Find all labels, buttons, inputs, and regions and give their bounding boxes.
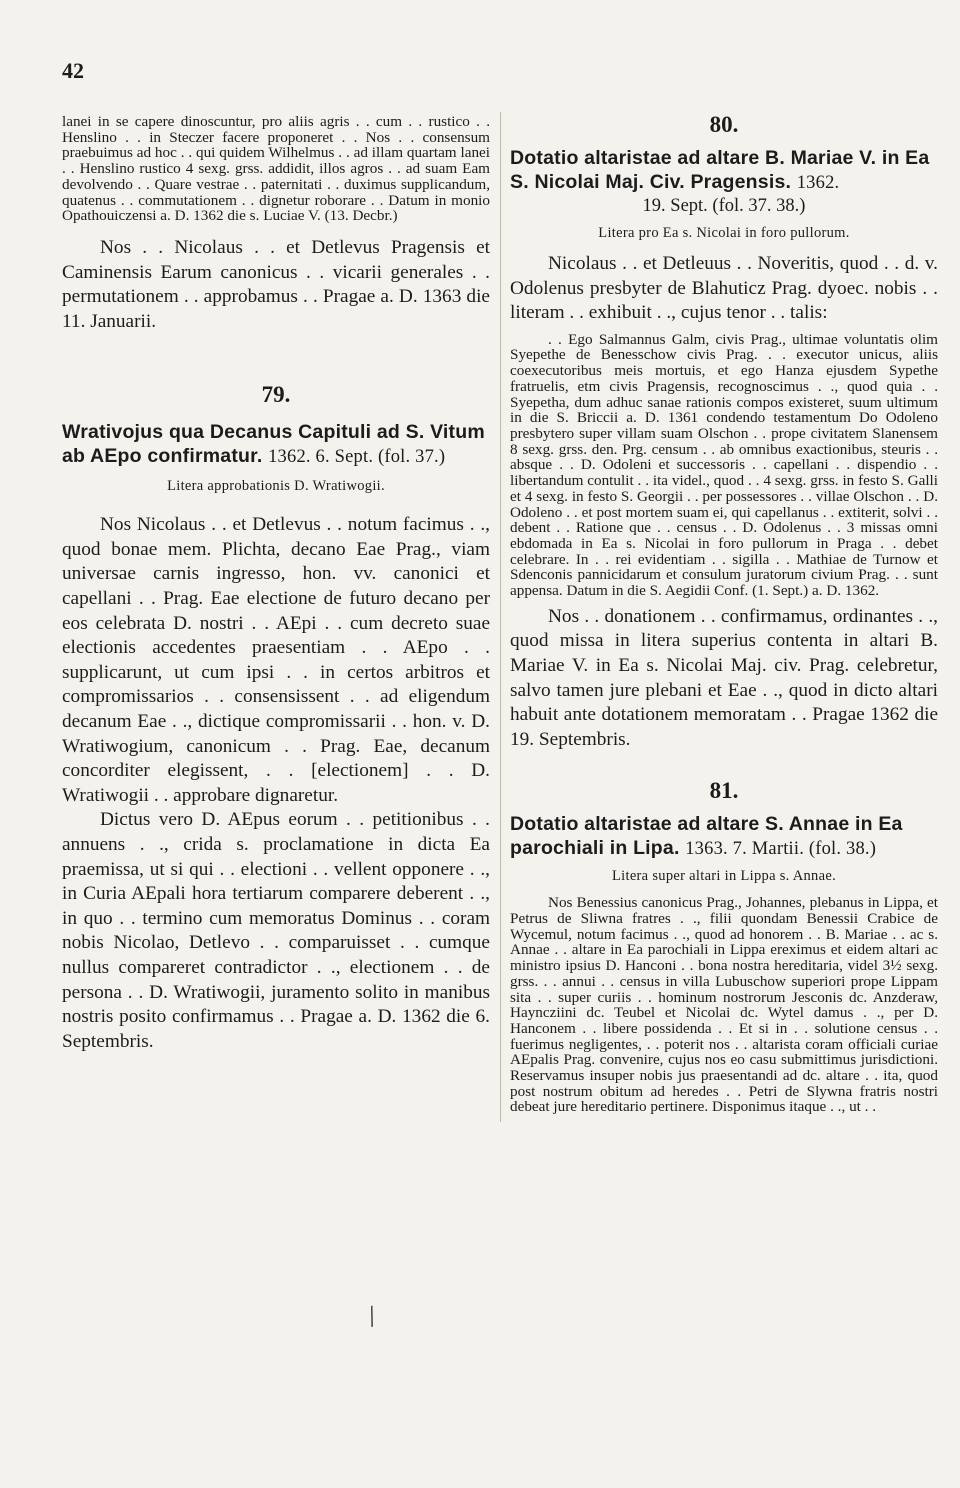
caption-81: Litera super altari in Lippa s. Annae. (612, 868, 836, 885)
caption-79: Litera approbationis D. Wratiwogii. (167, 478, 385, 495)
pen-mark: / (362, 1299, 382, 1334)
paragraph-80-2: Nos . . donationem . . confirmamus, ordinantes . ., quod missa in litera superius contenta in altari B. Mariae V. in Ea s. Nicolai Maj. civ. Prag. celebretur, salvo tamen jure plebani et Eae . ., quod in dicto altari habuit ante dotationem memoratam . . Pragae 1362 die 19. Septembris. (510, 605, 938, 750)
quoted-text-80: . . Ego Salmannus Galm, civis Prag., ultimae voluntatis olim Syepethe de Benesschow civis Prag. . . executor unicus, aliis coexecutoribus meis mortuis, et ego Hanza ejusdem Sypethe fratruelis, etm civis Pragensis, recognoscimus . ., quod quia . . Syepetha, dum adhuc sanae rationis compos existeret, suum ultimum in die S. Briccii a. D. 1361 condendo testamentum Do Odoleno presbytero super villam suam Olschon . . prope civitatem Slanensem 8 sexg. grss. den. Prg. censum . . ab omnibus exactionibus, steuris . . absque . . D. Odoleni et successoris . . capellani . . dispendio . . libertandum contulit . . ita videl., quod . . 4 sexg. grss. in festo S. Galli et 4 sexg. in festo S. Georgii . . per possessores . . villae Olschon . . D. Odoleno . . et post mortem suam ei, qui capellanus . . extiterit, solvi . . debent . . Ratione que . . census . . D. Odolenus . . 3 missas omni ebdomada in Ea s. Nicolai in foro pullorum in Praga . . debet celebrare. In . . rei evidentiam . . sigilla . . Mathiae de Turnow et Sdenconis pannicidarum et consulum juratorum civium Prag. . . sunt appensa. Datum in die S. Aegidii Conf. (1. Sept.) a. D. 1362. (510, 330, 938, 600)
document-number-80: 80. (709, 112, 739, 137)
date-line-80: 19. Sept. (fol. 37. 38.) (642, 196, 806, 216)
document-heading-80 (510, 146, 938, 195)
document-heading-81 (510, 812, 938, 861)
document-heading-79 (62, 420, 490, 469)
paragraph-79-1: Nos Nicolaus . . et Detlevus . . notum facimus . ., quod bonae mem. Plichta, decano Eae Prag., viam universae carnis ingresso, hon. vv. canonici et capellani . . Prag. Eae electione de futuro decano per eos celebrata D. nostri . . AEpi . . cum decreto suae electionis accedentes praesentiam . . AEpo . . supplicarunt, ut cum ipsi . . in certos arbitros et compromissarios . . consensissent . . ad eligendum decanum Eae . ., dictique compromissarii . . hon. v. D. Wratiwogium, canonicum . . Prag. Eae, decanum concorditer elegissent, . . [electionem] . . D. Wratiwogii . . approbare dignaretur. (62, 514, 490, 806)
caption-80: Litera pro Ea s. Nicolai in foro pullorum. (598, 225, 850, 241)
paragraph-81-1: Nos Benessius canonicus Prag., Johannes, plebanus in Lippa, et Petrus de Sliwna fratres . ., filii quondam Benessii Crabice de Wycemul, notum facimus . ., quod ad honorem . . B. Mariae . . ac s. Annae . . altare in Ea parochiali in Lippa ereximus et eidem altari ac ministro ipsius D. Hanconi . . bona nostra hereditaria, videl 3½ sexg. grss. . . annui . . census in villa Lubuschow superiori prope Lippam sita . . super curiis . . hominum nostrorum Jesconis dc. Anzderaw, Hayncziini dc. Teubel et Nicolai dc. Wytel damus . ., per D. Hanconem . . libere possidenda . . Et si in . . solutione census . . fuerimus negligentes, . . poterit nos . . altarista coram officiali curiae AEpalis Prag. convenire, cujus nos eo casu submittimus jurisdictioni. Reservamus insuper nobis jus praesentandi ad dc. altare . . ita, quod post nostrum obitum ad heredes . . Petri de Slywna fratris nostri debeat jure hereditario pertinere. Disponimus itaque . ., ut . . (510, 894, 938, 1116)
document-number-81: 81. (709, 778, 739, 804)
page-number: 42 (62, 58, 84, 83)
heading-year-80: 1362. (796, 173, 840, 193)
left-column (62, 100, 490, 1054)
approval-paragraph: Nos . . Nicolaus . . et Detlevus Pragensis et Caminensis Earum canonicus . . vicarii generales . . permutationem . . approbamus . . Pragae a. D. 1363 die 11. Januarii. (62, 236, 490, 332)
paragraph-79-2: Dictus vero D. AEpus eorum . . petitionibus . . annuens . ., crida s. proclamatione in dicta Ea praemissa, ut si qui . . electioni . . vellent opponere . ., in Curia AEpali hora tertiarum comparere deberent . ., in quo . . termino cum memoratus Dominus . . coram nobis Nicolao, Detlevo . . comparuisset . . cumque nullus compareret contradictor . ., electionem . . de persona . . D. Wratiwogii, juramento solito in manibus nostris posito confirmamus . . Pragae a. D. 1362 die 6. Septembris. (62, 809, 490, 1052)
heading-text-81: Dotatio altaristae ad altare S. Annae in Ea parochiali in Lipa. (510, 813, 903, 860)
right-column (510, 100, 938, 1115)
document-number-79: 79. (261, 382, 291, 408)
intro-text: lanei in se capere dinoscuntur, pro aliis agris . . cum . . rustico . . Henslino . . in Steczer facere proponeret . . Nos . . consensum praebuimus ad hoc . . qui quidem Wilhelmus . . ad illam quartam lanei . . Henslino rustico 4 sexg. grss. addidit, illos agros . . ad suam Eam devolvendo . . Quare vestrae . . paternitati . . duximus supplicandum, quatenus . . commutationem . . dignetur roborare . . Datum in monio Opathouiczensi a. D. 1362 die s. Luciae V. (13. Decbr.) (62, 113, 490, 225)
column-divider (500, 112, 501, 1122)
heading-date-79: 1362. 6. Sept. (fol. 37.) (268, 447, 446, 468)
heading-date-81: 1363. 7. Martii. (fol. 38.) (685, 839, 877, 860)
paragraph-80-1: Nicolaus . . et Detleuus . . Noveritis, quod . . d. v. Odolenus presbyter de Blahuticz Prag. dyoec. nobis . . literam . . exhibuit . ., cujus tenor . . talis: (510, 253, 938, 324)
heading-text-79: Wrativojus qua Decanus Capituli ad S. Vitum ab AEpo confirmatur. (62, 421, 485, 468)
heading-text-80: Dotatio altaristae ad altare B. Mariae V. in Ea S. Nicolai Maj. Civ. Pragensis. (510, 147, 930, 193)
